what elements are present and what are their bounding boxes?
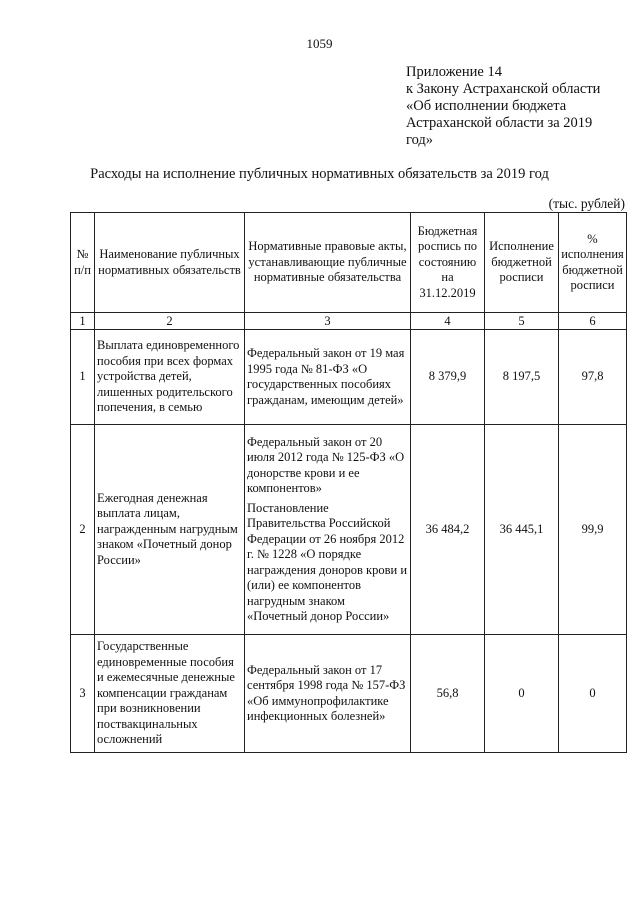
- planned-amount: 56,8: [411, 635, 485, 753]
- header-row: [71, 213, 627, 313]
- header-executed: Исполнение бюджетной росписи: [485, 213, 559, 313]
- header-percent: % исполнения бюджетной росписи: [559, 213, 627, 313]
- expenditure-table: [70, 212, 627, 753]
- column-number: 3: [245, 313, 411, 330]
- obligation-name: Выплата единовременного пособия при всех формах устройства детей, лишенных родительского попечения, в семью: [95, 330, 245, 425]
- legal-act: Федеральный закон от 17 сентября 1998 года № 157-ФЗ «Об иммунопрофилактике инфекционных болезней»: [247, 662, 406, 723]
- legal-act: Федеральный закон от 19 мая 1995 года № 81-ФЗ «О государственных пособиях гражданам, имеющим детей»: [247, 346, 405, 407]
- legal-act: Постановление Правительства Российской Федерации от 26 ноября 2012 г. № 1228 «О порядке награждения доноров крови и (или) ее компонентов нагрудным знаком «Почетный донор России»: [247, 500, 408, 623]
- executed-amount: 8 197,5: [485, 330, 559, 425]
- header-name: Наименование публичных нормативных обязательств: [95, 213, 245, 313]
- appendix-line: год»: [406, 132, 434, 148]
- row-number: 1: [71, 330, 95, 425]
- column-number: 5: [485, 313, 559, 330]
- legal-act: Федеральный закон от 20 июля 2012 года № 125-ФЗ «О донорстве крови и ее компонентов»: [247, 434, 405, 495]
- header-num: № п/п: [71, 213, 95, 313]
- appendix-line: Астраханской области за 2019: [406, 115, 593, 131]
- execution-percent: 99,9: [559, 425, 627, 635]
- document-title: Расходы на исполнение публичных нормативных обязательств за 2019 год: [90, 166, 549, 182]
- table-row: [71, 635, 627, 753]
- legal-acts: [245, 425, 411, 635]
- header-acts: Нормативные правовые акты, устанавливающие публичные нормативные обязательства: [245, 213, 411, 313]
- units-label: (тыс. рублей): [548, 196, 625, 211]
- appendix-line: Приложение 14: [406, 64, 502, 80]
- appendix-line: «Об исполнении бюджета: [406, 98, 567, 114]
- page-number: 1059: [306, 36, 333, 51]
- legal-acts: [245, 330, 411, 425]
- appendix-line: к Закону Астраханской области: [406, 81, 601, 97]
- column-number: 1: [71, 313, 95, 330]
- obligation-name: Государственные единовременные пособия и ежемесячные денежные компенсации гражданам при возникновении поствакцинальных осложнений: [95, 635, 245, 753]
- executed-amount: 36 445,1: [485, 425, 559, 635]
- table-row: [71, 330, 627, 425]
- row-number: 3: [71, 635, 95, 753]
- planned-amount: 36 484,2: [411, 425, 485, 635]
- execution-percent: 97,8: [559, 330, 627, 425]
- legal-acts: [245, 635, 411, 753]
- obligation-name: Ежегодная денежная выплата лицам, награжденным нагрудным знаком «Почетный донор России»: [95, 425, 245, 635]
- column-number: 2: [95, 313, 245, 330]
- executed-amount: 0: [485, 635, 559, 753]
- column-number: 6: [559, 313, 627, 330]
- row-number: 2: [71, 425, 95, 635]
- column-number-row: [71, 313, 627, 330]
- appendix-reference: [406, 64, 631, 149]
- column-number: 4: [411, 313, 485, 330]
- planned-amount: 8 379,9: [411, 330, 485, 425]
- table-row: [71, 425, 627, 635]
- execution-percent: 0: [559, 635, 627, 753]
- header-planned: Бюджетная роспись по состоянию на 31.12.2019: [411, 213, 485, 313]
